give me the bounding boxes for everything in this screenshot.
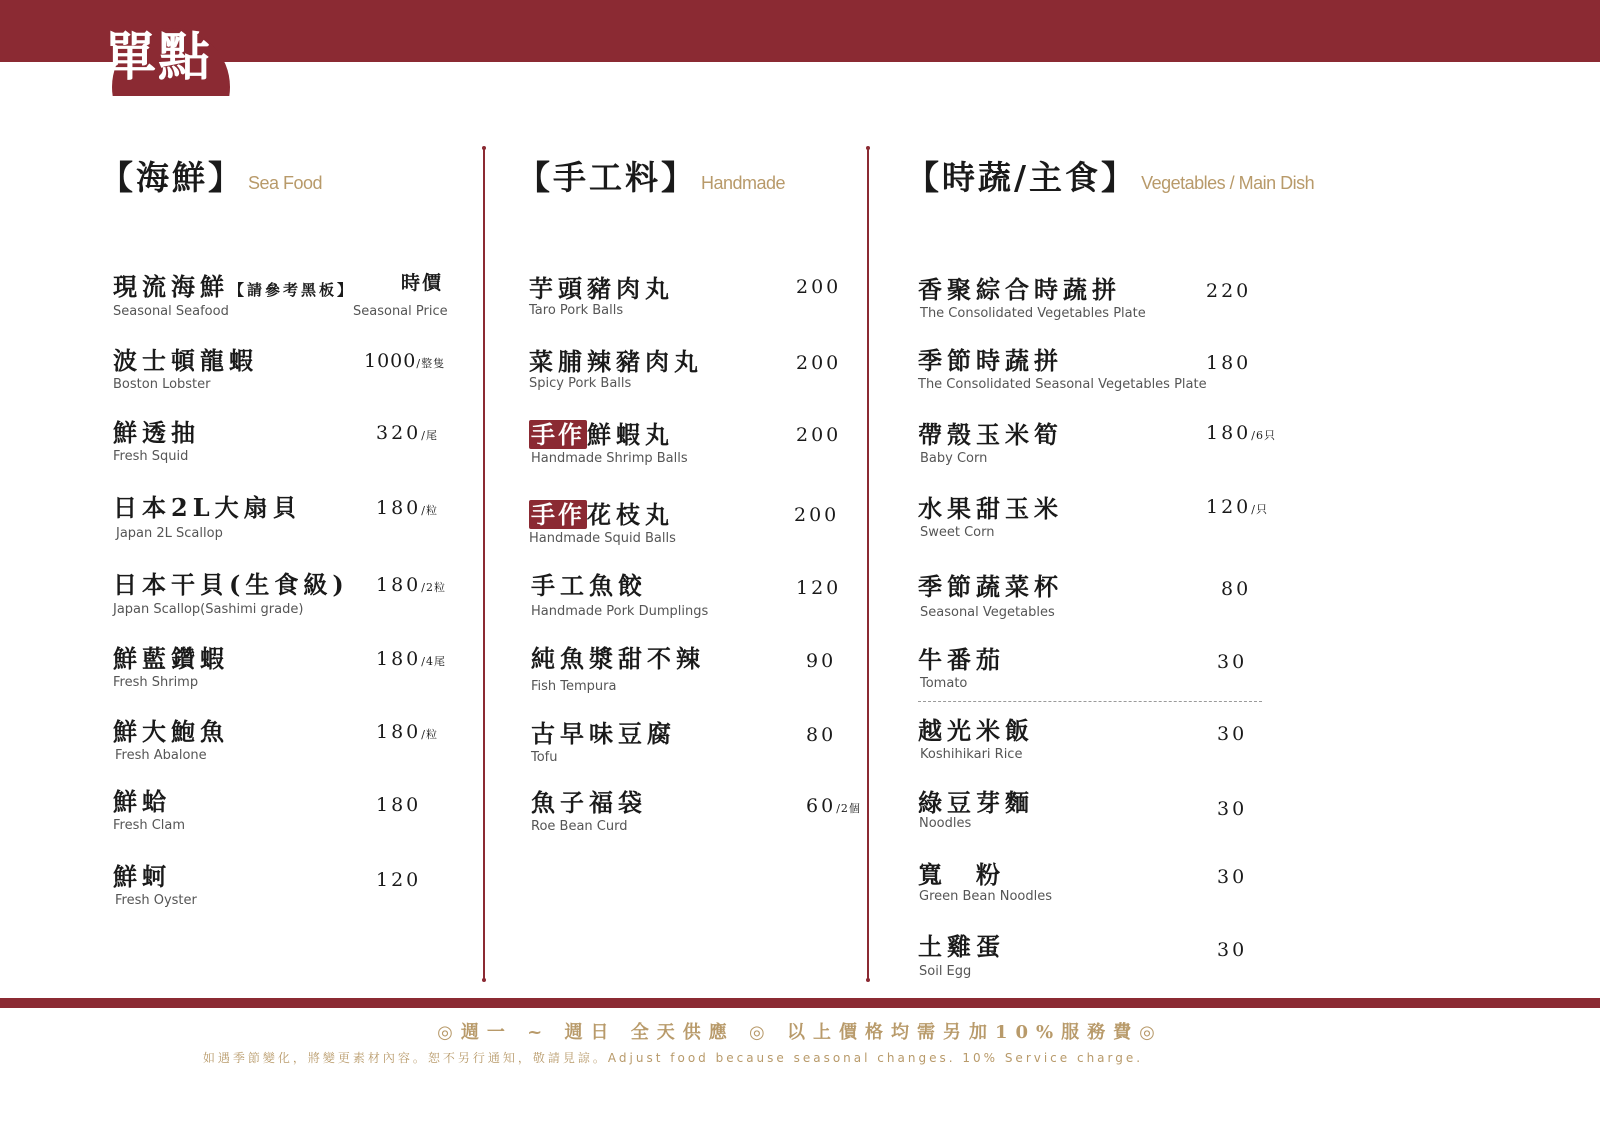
item-price-unit: /2粒 xyxy=(421,581,446,594)
item-price-unit: /2個 xyxy=(836,802,861,815)
item-name-en: Seasonal Seafood xyxy=(113,304,229,319)
section-title-zh: 【海鮮】 xyxy=(100,158,244,197)
footer-service-hours: ◎週一 ~ 週日 全天供應 ◎ 以上價格均需另加10%服務費◎ xyxy=(437,1022,1163,1043)
item-name-en: Fish Tempura xyxy=(531,679,617,694)
logo xyxy=(104,26,230,94)
item-price: 30 xyxy=(1217,939,1248,961)
item-name-en: Tomato xyxy=(920,676,968,691)
item-name-zh: 帶殼玉米筍 xyxy=(918,420,1063,449)
item-price: 30 xyxy=(1217,651,1248,673)
item-name-zh: 越光米飯 xyxy=(918,716,1034,745)
item-price-en: Seasonal Price xyxy=(353,304,448,319)
item-price: 1000 xyxy=(364,350,417,372)
section-title-en: Sea Food xyxy=(248,173,323,193)
item-price-unit: /只 xyxy=(1251,503,1268,516)
item-name-zh: 鮮蚵 xyxy=(113,862,171,891)
item-name-zh: 土雞蛋 xyxy=(918,932,1005,961)
item-name-zh: 現流海鮮 xyxy=(113,272,229,301)
item-name-en: Japan 2L Scallop xyxy=(116,526,223,541)
item-name-en: The Consolidated Vegetables Plate xyxy=(920,306,1146,321)
item-price-unit: /粒 xyxy=(421,504,438,517)
section-title-en: Vegetables / Main Dish xyxy=(1141,173,1315,193)
item-price-unit: /粒 xyxy=(421,728,438,741)
item-price: 180 xyxy=(1206,352,1252,374)
item-price: 200 xyxy=(794,504,840,526)
item-price: 60 xyxy=(806,795,837,817)
item-name-zh: 波士頓龍蝦 xyxy=(113,346,258,375)
item-price: 180 xyxy=(376,497,422,519)
item-name-en: Fresh Squid xyxy=(113,449,189,464)
item-price: 30 xyxy=(1217,866,1248,888)
item-price: 80 xyxy=(1221,578,1252,600)
column-divider xyxy=(483,148,485,980)
item-name-en: Taro Pork Balls xyxy=(529,303,624,318)
item-name-en: Baby Corn xyxy=(920,451,988,466)
item-price-unit: /整隻 xyxy=(416,357,446,370)
item-name-zh: 鮮大鮑魚 xyxy=(113,717,229,746)
item-name-zh: 芋頭豬肉丸 xyxy=(529,274,674,303)
item-name-en: Handmade Pork Dumplings xyxy=(531,604,709,619)
item-name-en: Sweet Corn xyxy=(920,525,995,540)
item-name-zh: 鮮蝦丸 xyxy=(587,420,674,449)
item-name-zh: 手工魚餃 xyxy=(531,571,647,600)
item-price-unit: /6只 xyxy=(1251,429,1276,442)
item-name-zh: 鮮藍鑽蝦 xyxy=(113,644,229,673)
logo-text: 單點 xyxy=(104,27,213,88)
item-price: 180 xyxy=(376,574,422,596)
section-title-seafood xyxy=(100,152,322,199)
footer-notice: 如遇季節變化，將變更素材內容。恕不另行通知，敬請見諒。Adjust food because seasonal changes. 10% Service charge. xyxy=(202,1051,1144,1065)
item-name-zh: 魚子福袋 xyxy=(531,788,647,817)
item-name-en: Spicy Pork Balls xyxy=(529,376,632,391)
item-name-en: Fresh Shrimp xyxy=(113,675,199,690)
item-price: 200 xyxy=(796,276,842,298)
item-name-en: Seasonal Vegetables xyxy=(920,605,1055,620)
item-name-zh: 日本干貝(生食級) xyxy=(113,570,349,599)
item-name-en: Handmade Squid Balls xyxy=(529,531,676,546)
item-name-zh: 花枝丸 xyxy=(587,500,674,529)
item-price: 120 xyxy=(796,577,842,599)
item-price: 80 xyxy=(806,724,837,746)
item-name-zh: 綠豆芽麵 xyxy=(918,788,1034,817)
item-name-zh: 古早味豆腐 xyxy=(531,719,676,748)
item-price: 90 xyxy=(806,650,837,672)
item-name-zh: 鮮蛤 xyxy=(113,787,171,816)
dashed-separator xyxy=(918,701,1262,702)
item-price-unit: /4尾 xyxy=(421,655,446,668)
section-title-en: Handmade xyxy=(701,173,786,193)
item-name-zh: 季節蔬菜杯 xyxy=(918,572,1063,601)
item-price: 220 xyxy=(1206,280,1252,302)
item-price: 180 xyxy=(1206,422,1252,444)
handmade-badge: 手作 xyxy=(531,420,585,449)
item-price: 180 xyxy=(376,648,422,670)
section-title-zh: 【時蔬/主食】 xyxy=(906,158,1138,197)
item-name-zh: 水果甜玉米 xyxy=(918,494,1063,523)
section-title-zh: 【手工料】 xyxy=(517,158,697,197)
item-name-en: Soil Egg xyxy=(919,964,972,979)
item-name-en: Japan Scallop(Sashimi grade) xyxy=(113,602,304,617)
item-price: 180 xyxy=(376,794,422,816)
section-title-vegetables xyxy=(906,152,1314,199)
item-name-en: Noodles xyxy=(919,816,972,831)
item-name-zh: 香聚綜合時蔬拼 xyxy=(918,275,1121,304)
item-name-zh: 菜脯辣豬肉丸 xyxy=(529,347,703,376)
item-name-en: The Consolidated Seasonal Vegetables Plate xyxy=(918,377,1207,392)
item-price: 30 xyxy=(1217,723,1248,745)
item-name-en: Koshihikari Rice xyxy=(920,747,1023,762)
item-name-en: Boston Lobster xyxy=(113,377,211,392)
item-price: 200 xyxy=(796,352,842,374)
item-name-en: Roe Bean Curd xyxy=(531,819,628,834)
item-name-en: Fresh Clam xyxy=(113,818,186,833)
item-price: 120 xyxy=(1206,496,1252,518)
item-name-zh: 牛番茄 xyxy=(918,645,1005,674)
item-price: 30 xyxy=(1217,798,1248,820)
item-note: 【請參考黑板】 xyxy=(229,281,356,299)
section-title-handmade xyxy=(517,152,785,199)
item-name-en: Fresh Oyster xyxy=(115,893,197,908)
column-divider xyxy=(867,148,869,980)
item-name-zh: 純魚漿甜不辣 xyxy=(531,644,705,673)
handmade-badge: 手作 xyxy=(531,500,585,529)
item-name-zh: 季節時蔬拼 xyxy=(918,346,1063,375)
item-name-en: Tofu xyxy=(531,750,558,765)
top-banner xyxy=(0,0,1600,62)
item-price: 320 xyxy=(376,422,422,444)
item-name-zh: 寬 粉 xyxy=(918,860,1005,889)
item-price: 180 xyxy=(376,721,422,743)
item-price-unit: /尾 xyxy=(421,429,438,442)
item-price: 時價 xyxy=(401,272,444,294)
item-name-zh: 鮮透抽 xyxy=(113,418,200,447)
item-name-zh: 日本2L大扇貝 xyxy=(113,493,302,522)
item-name-en: Handmade Shrimp Balls xyxy=(531,451,688,466)
item-price: 120 xyxy=(376,869,422,891)
bottom-banner xyxy=(0,998,1600,1008)
item-name-en: Green Bean Noodles xyxy=(919,889,1053,904)
item-name-en: Fresh Abalone xyxy=(115,748,207,763)
item-price: 200 xyxy=(796,424,842,446)
